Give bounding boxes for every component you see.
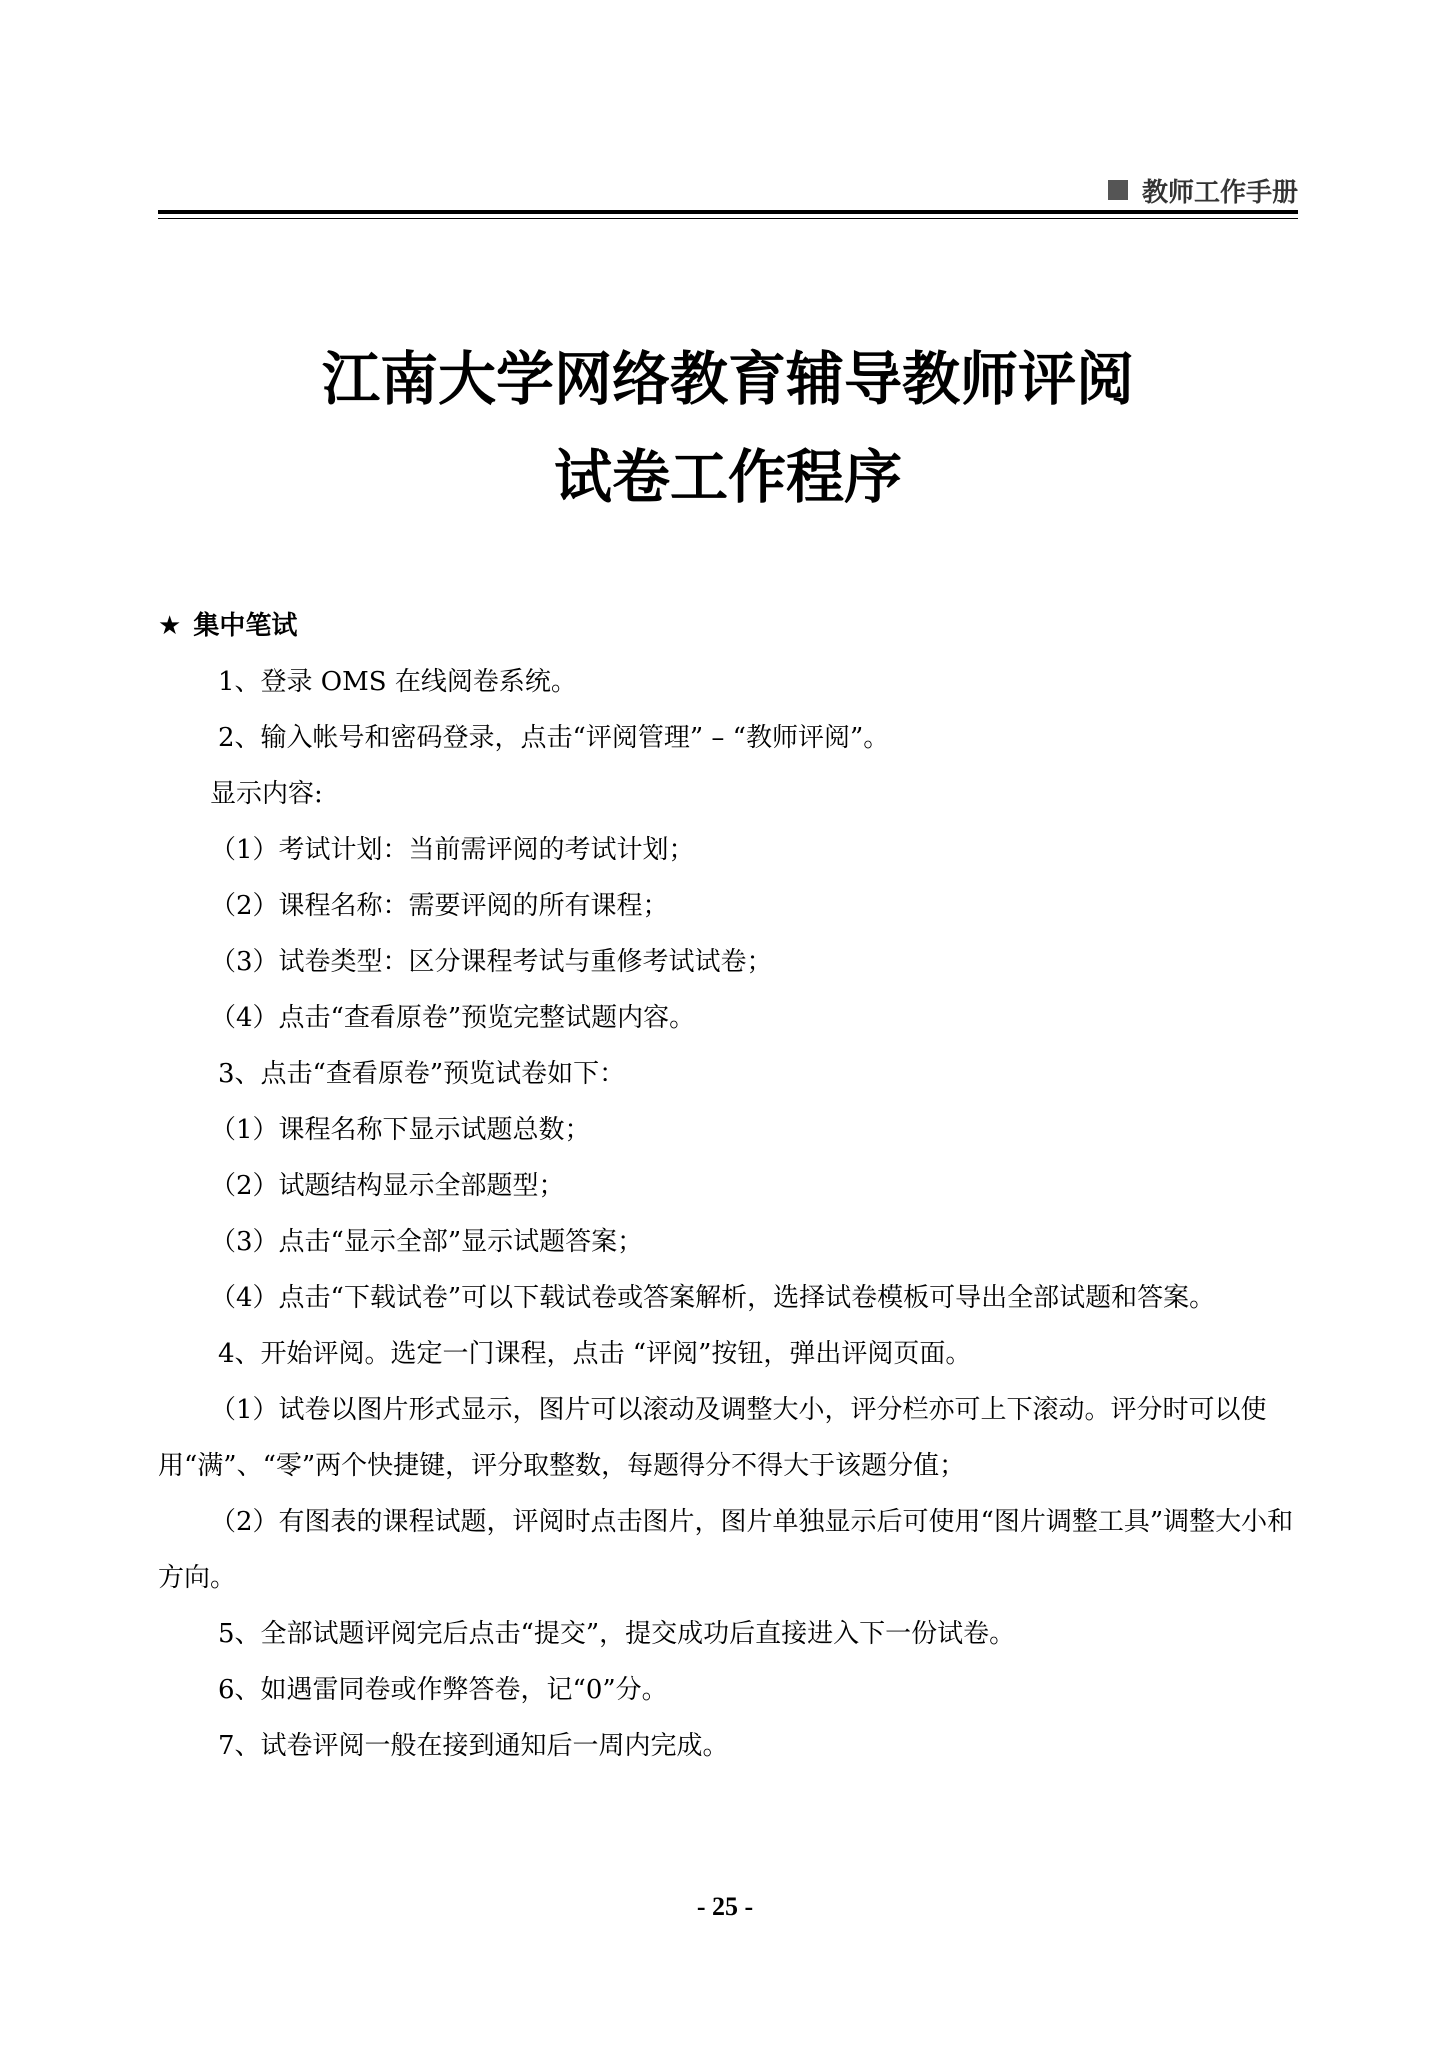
title-line-2: 试卷工作程序 [553,443,902,511]
step-3-item-2: （2）试题结构显示全部题型； [210,1171,565,1201]
step-3-item-4: （4）点击“下载试卷”可以下载试卷或答案解析，选择试卷模板可导出全部试题和答案。 [210,1283,1216,1313]
step-4-item-2: （2）有图表的课程试题，评阅时点击图片，图片单独显示后可使用“图片调整工具”调整大小和方向。 [158,1507,1294,1593]
step-7: 7、试卷评阅一般在接到通知后一周内完成。 [218,1731,729,1761]
section-heading-text: 集中笔试 [193,611,298,641]
page-number: - 25 - [696,1892,754,1921]
step-2-item-1: （1）考试计划：当前需评阅的考试计划； [210,835,695,865]
running-header [158,170,1298,210]
step-6: 6、如遇雷同卷或作弊答卷，记“0”分。 [218,1675,668,1705]
star-icon: ★ [158,611,182,641]
step-4-item-1: （1）试卷以图片形式显示，图片可以滚动及调整大小，评分栏亦可上下滚动。评分时可以使用“满”、“零”两个快捷键，评分取整数，每题得分不得大于该题分值； [158,1395,1267,1481]
step-5: 5、全部试题评阅完后点击“提交”，提交成功后直接进入下一份试卷。 [218,1619,1016,1649]
step-2-item-3: （3）试卷类型：区分课程考试与重修考试试卷； [210,947,773,977]
header-title: 教师工作手册 [1141,177,1298,208]
square-bullet-icon [1108,180,1128,200]
step-2-item-4: （4）点击“查看原卷”预览完整试题内容。 [210,1003,696,1033]
document-body [158,598,1298,1774]
header-rule-thin [158,218,1298,219]
title-line-1: 江南大学网络教育辅导教师评阅 [321,345,1134,413]
step-3-item-1: （1）课程名称下显示试题总数； [210,1115,591,1145]
display-content-label: 显示内容: [210,779,323,809]
step-2-item-2: （2）课程名称：需要评阅的所有课程； [210,891,669,921]
step-3-item-3: （3）点击“显示全部”显示试题答案； [210,1227,644,1257]
step-2: 2、输入帐号和密码登录，点击“评阅管理” – “教师评阅”。 [218,723,890,753]
section-heading [158,598,1298,654]
step-4: 4、开始评阅。选定一门课程，点击 “评阅”按钮，弹出评阅页面。 [218,1339,972,1369]
header-rule-thick [158,210,1298,214]
document-title [158,330,1298,526]
step-1: 1、登录 OMS 在线阅卷系统。 [218,667,577,697]
step-3: 3、点击“查看原卷”预览试卷如下： [218,1059,626,1089]
